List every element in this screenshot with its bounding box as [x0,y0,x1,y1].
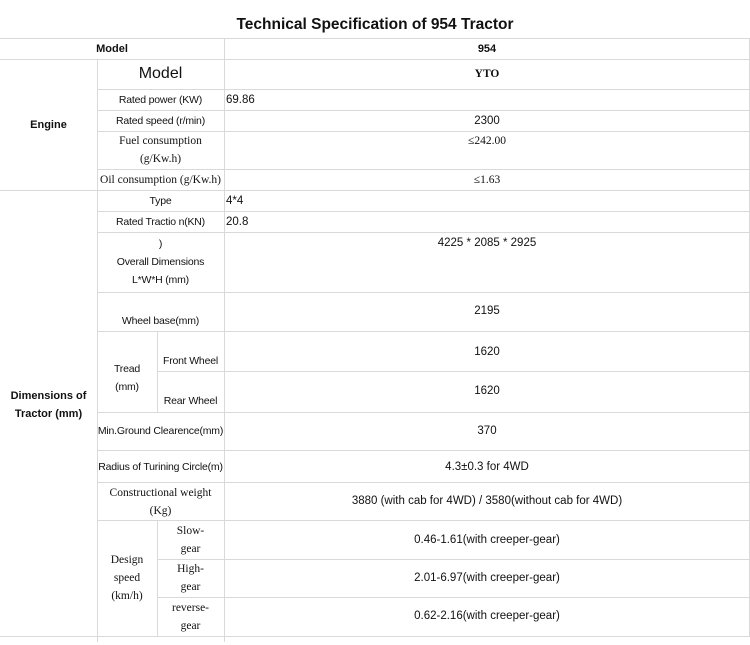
engine-section-label: Engine [30,118,67,131]
wheel-base-label: Wheel base(mm) [121,315,200,327]
oil-consumption-label: Oil consumption (g/Kw.h) [100,173,221,186]
reverse-gear-label [157,597,224,636]
slow-gear-value: 0.46-1.61(with creeper-gear) [414,534,560,546]
design-speed-label-line1: Design [110,554,144,566]
tread-label-line1: Tread [113,363,141,375]
fuel-consumption-label-line1: Fuel consumption [119,135,202,147]
rated-power-value: 69.86 [226,93,255,106]
dimensions-label-line1: Dimensions of [10,390,87,402]
turning-radius-label: Radius of Turining Circle(m) [98,461,223,473]
reverse-gear-label-line2: gear [180,619,201,632]
front-wheel-value: 1620 [474,346,500,358]
weight-label-line2: (Kg) [149,504,172,517]
divider [157,559,750,560]
slow-gear-label [157,521,224,559]
divider [157,597,750,598]
tread-label [97,358,157,398]
rear-wheel-label: Rear Wheel [163,395,218,407]
divider [97,292,750,293]
ground-clearance-value: 370 [477,425,497,437]
front-wheel-label: Front Wheel [163,355,218,367]
high-gear-label [157,559,224,597]
reverse-gear-label-line1: reverse- [171,601,210,614]
design-speed-label-line2: speed [113,572,141,584]
ground-clearance-label: Min.Ground Clearence(mm) [97,425,224,437]
rear-wheel-value: 1620 [474,385,500,397]
traction-value: 20.8 [226,215,249,228]
divider [157,371,750,372]
fuel-consumption-value: ≤242.00 [468,135,506,147]
wheel-base-value: 2195 [474,305,500,317]
rated-speed-label: Rated speed (r/min) [116,114,205,127]
divider [97,450,750,451]
turning-radius-value: 4.3±0.3 for 4WD [445,461,529,473]
divider [97,331,750,332]
overall-dimensions-label-line2: Overall Dimensions [116,256,205,268]
high-gear-label-line1: High- [177,563,204,575]
engine-model-value: YTO [474,68,500,80]
overall-dimensions-label-line1: ) [158,238,163,250]
table-title: Technical Specification of 954 Tractor [236,16,514,33]
overall-dimensions-value: 4225 * 2085 * 2925 [437,237,537,249]
fuel-consumption-label [97,131,224,169]
tread-label-line2: (mm) [115,381,139,393]
dimensions-label-line2: Tractor (mm) [14,408,83,420]
dimensions-section-label [0,380,97,430]
overall-dimensions-label [97,232,224,292]
model-header-label: Model [96,42,128,55]
weight-label [97,483,224,520]
slow-gear-label-line1: Slow- [176,525,205,537]
type-value: 4*4 [226,194,244,207]
reverse-gear-value: 0.62-2.16(with creeper-gear) [414,610,560,622]
divider [97,412,750,413]
divider [0,636,750,637]
rated-speed-value: 2300 [474,114,500,127]
design-speed-label [97,550,157,606]
type-label: Type [149,194,172,207]
traction-label: Rated Tractio n(KN) [116,215,205,228]
weight-label-line1: Constructional weight [109,486,212,499]
fuel-consumption-label-line2: (g/Kw.h) [139,153,182,165]
design-speed-label-line3: (km/h) [111,590,143,602]
oil-consumption-value: ≤1.63 [473,173,501,186]
overall-dimensions-label-line3: L*W*H (mm) [132,274,189,286]
rated-power-label: Rated power (KW) [118,93,203,106]
engine-model-label: Model [138,65,183,82]
high-gear-value: 2.01-6.97(with creeper-gear) [414,572,560,584]
slow-gear-label-line2: gear [180,543,201,555]
weight-value: 3880 (with cab for 4WD) / 3580(without cab for 4WD) [351,495,623,507]
model-header-value: 954 [477,42,497,55]
high-gear-label-line2: gear [180,581,201,593]
